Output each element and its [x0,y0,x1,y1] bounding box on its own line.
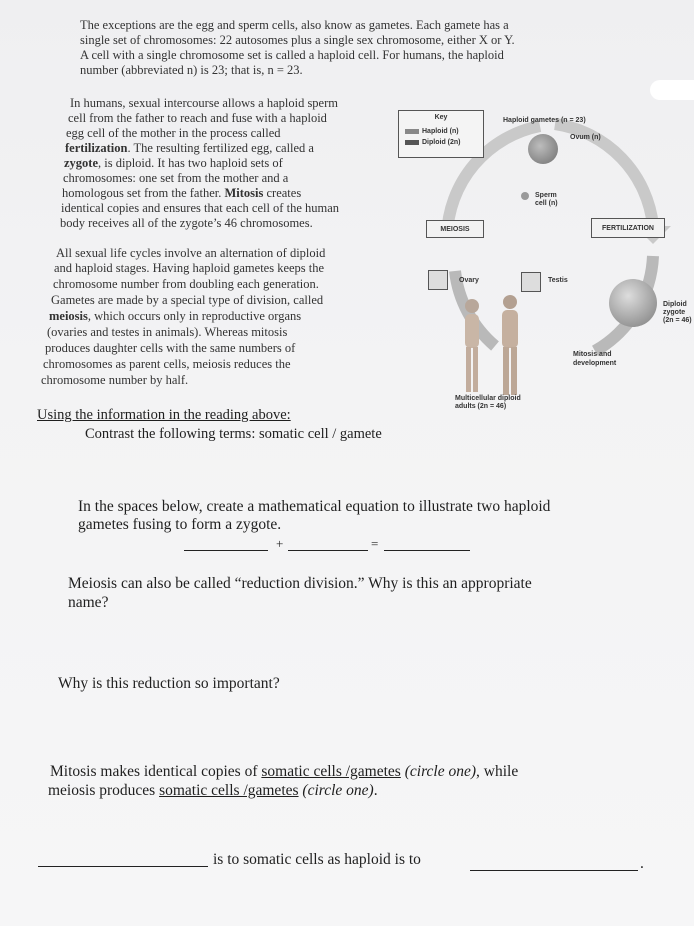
equals-sign: = [371,536,379,551]
diploid-zygote-label-2: zygote [663,309,686,316]
sperm-label-2: cell (n) [535,200,558,207]
ovary-label: Ovary [459,277,479,284]
diploid-zygote-label-3: (2n = 46) [663,317,692,324]
contrast-question: Contrast the following terms: somatic cell / gamete [85,426,382,442]
equation-question-line-2: gametes fusing to form a zygote. [78,516,282,533]
meiosis-statement: meiosis produces somatic cells /gametes (circle one). [48,782,378,799]
haploid-swatch [405,129,419,134]
para1-line-9: body receives all of the zygote’s 46 chromosomes. [60,216,313,230]
para2-line-7: produces daughter cells with the same numbers of [45,341,296,355]
para1-line-4: fertilization. The resulting fertilized egg, called a [65,141,314,155]
adults-label-2: adults (2n = 46) [455,403,507,410]
mitosis-statement: Mitosis makes identical copies of somatic cells /gametes (circle one), while [50,763,519,780]
page-corner [650,80,694,100]
intro-line-2: single set of chromosomes: 22 autosomes plus a single sex chromosome, either X or Y. [80,33,515,47]
para2-line-3: chromosome number from doubling each generation. [53,277,319,291]
zygote-cell [609,279,657,327]
equation-question-line-1: In the spaces below, create a mathematical equation to illustrate two haploid [78,498,551,515]
importance-question: Why is this reduction so important? [58,675,280,692]
equation-blanks [184,536,474,554]
para1-line-5: zygote, is diploid. It has two haploid sets of [64,156,283,170]
analogy-question [38,848,658,874]
diploid-swatch [405,140,419,145]
gamete-blank-1[interactable] [184,538,268,551]
para2-line-2: and haploid stages. Having haploid gametes keeps the [54,261,325,275]
diploid-zygote-label-1: Diploid [663,301,687,308]
meiosis-choice[interactable]: somatic cells /gametes [159,782,299,799]
para1-line-1: In humans, sexual intercourse allows a haploid sperm [70,96,338,110]
intro-line-1: The exceptions are the egg and sperm cells, also know as gametes. Each gamete has a [80,18,509,32]
meiosis-question-line-2: name? [68,594,109,611]
legend-diploid: Diploid (2n) [405,139,483,147]
mitosis-development-label-2: development [573,360,617,367]
term-mitosis: Mitosis [224,186,264,200]
para2-line-9: chromosome number by half. [41,373,189,387]
zygote-blank[interactable] [384,538,470,551]
haploid-gametes-label: Haploid gametes (n = 23) [503,117,586,124]
term-fertilization: fertilization [65,141,128,155]
para2-line-8: chromosomes as parent cells, meiosis reduces the [43,357,291,371]
mitosis-choice[interactable]: somatic cells /gametes [261,763,401,780]
para1-line-2: cell from the father to reach and fuse with a haploid [68,111,327,125]
term-meiosis: meiosis [49,309,88,323]
life-cycle-diagram [395,96,694,426]
intro-line-4: number (abbreviated n) is 23; that is, n = 23. [80,63,303,77]
legend-haploid: Haploid (n) [405,128,483,136]
testis-label: Testis [548,277,568,284]
para1-line-3: egg cell of the mother in the process called [66,126,281,140]
mitosis-development-label-1: Mitosis and [573,351,612,358]
testis-inset [521,272,541,292]
plus-sign: + [276,536,284,551]
para2-line-5: meiosis, which occurs only in reproductive organs [49,309,302,323]
gamete-blank-2[interactable] [288,538,368,551]
adults-label-1: Multicellular diploid [455,395,521,402]
analogy-period: . [640,855,644,872]
para1-line-6: chromosomes: one set from the mother and a [63,171,289,185]
para1-line-8: identical copies and ensures that each cell of the human [61,201,340,215]
fertilization-box: FERTILIZATION [591,218,665,238]
meiosis-question-line-1: Meiosis can also be called “reduction division.” Why is this an appropriate [68,575,532,592]
sperm-label: Sperm [535,192,557,199]
ovum-cell [528,134,558,164]
analogy-blank-1[interactable] [38,854,208,867]
ovum-label: Ovum (n) [570,134,601,141]
human-adults-figures [455,292,545,402]
intro-line-3: A cell with a single chromosome set is called a haploid cell. For humans, the haploid [80,48,504,62]
instructions-heading: Using the information in the reading above: [37,407,291,423]
legend-key: Key Haploid (n) Diploid (2n) [398,110,484,158]
term-zygote: zygote [64,156,99,170]
sperm-cell [521,192,529,200]
analogy-text: is to somatic cells as haploid is to [213,851,421,868]
para2-line-6: (ovaries and testes in animals). Whereas mitosis [47,325,288,339]
para2-line-1: All sexual life cycles involve an alternation of diploid [56,246,326,260]
para1-line-7: homologous set from the father. Mitosis creates [62,186,302,200]
analogy-blank-2[interactable] [470,858,638,871]
para2-line-4: Gametes are made by a special type of division, called [51,293,324,307]
ovary-inset [428,270,448,290]
meiosis-box: MEIOSIS [426,220,484,238]
